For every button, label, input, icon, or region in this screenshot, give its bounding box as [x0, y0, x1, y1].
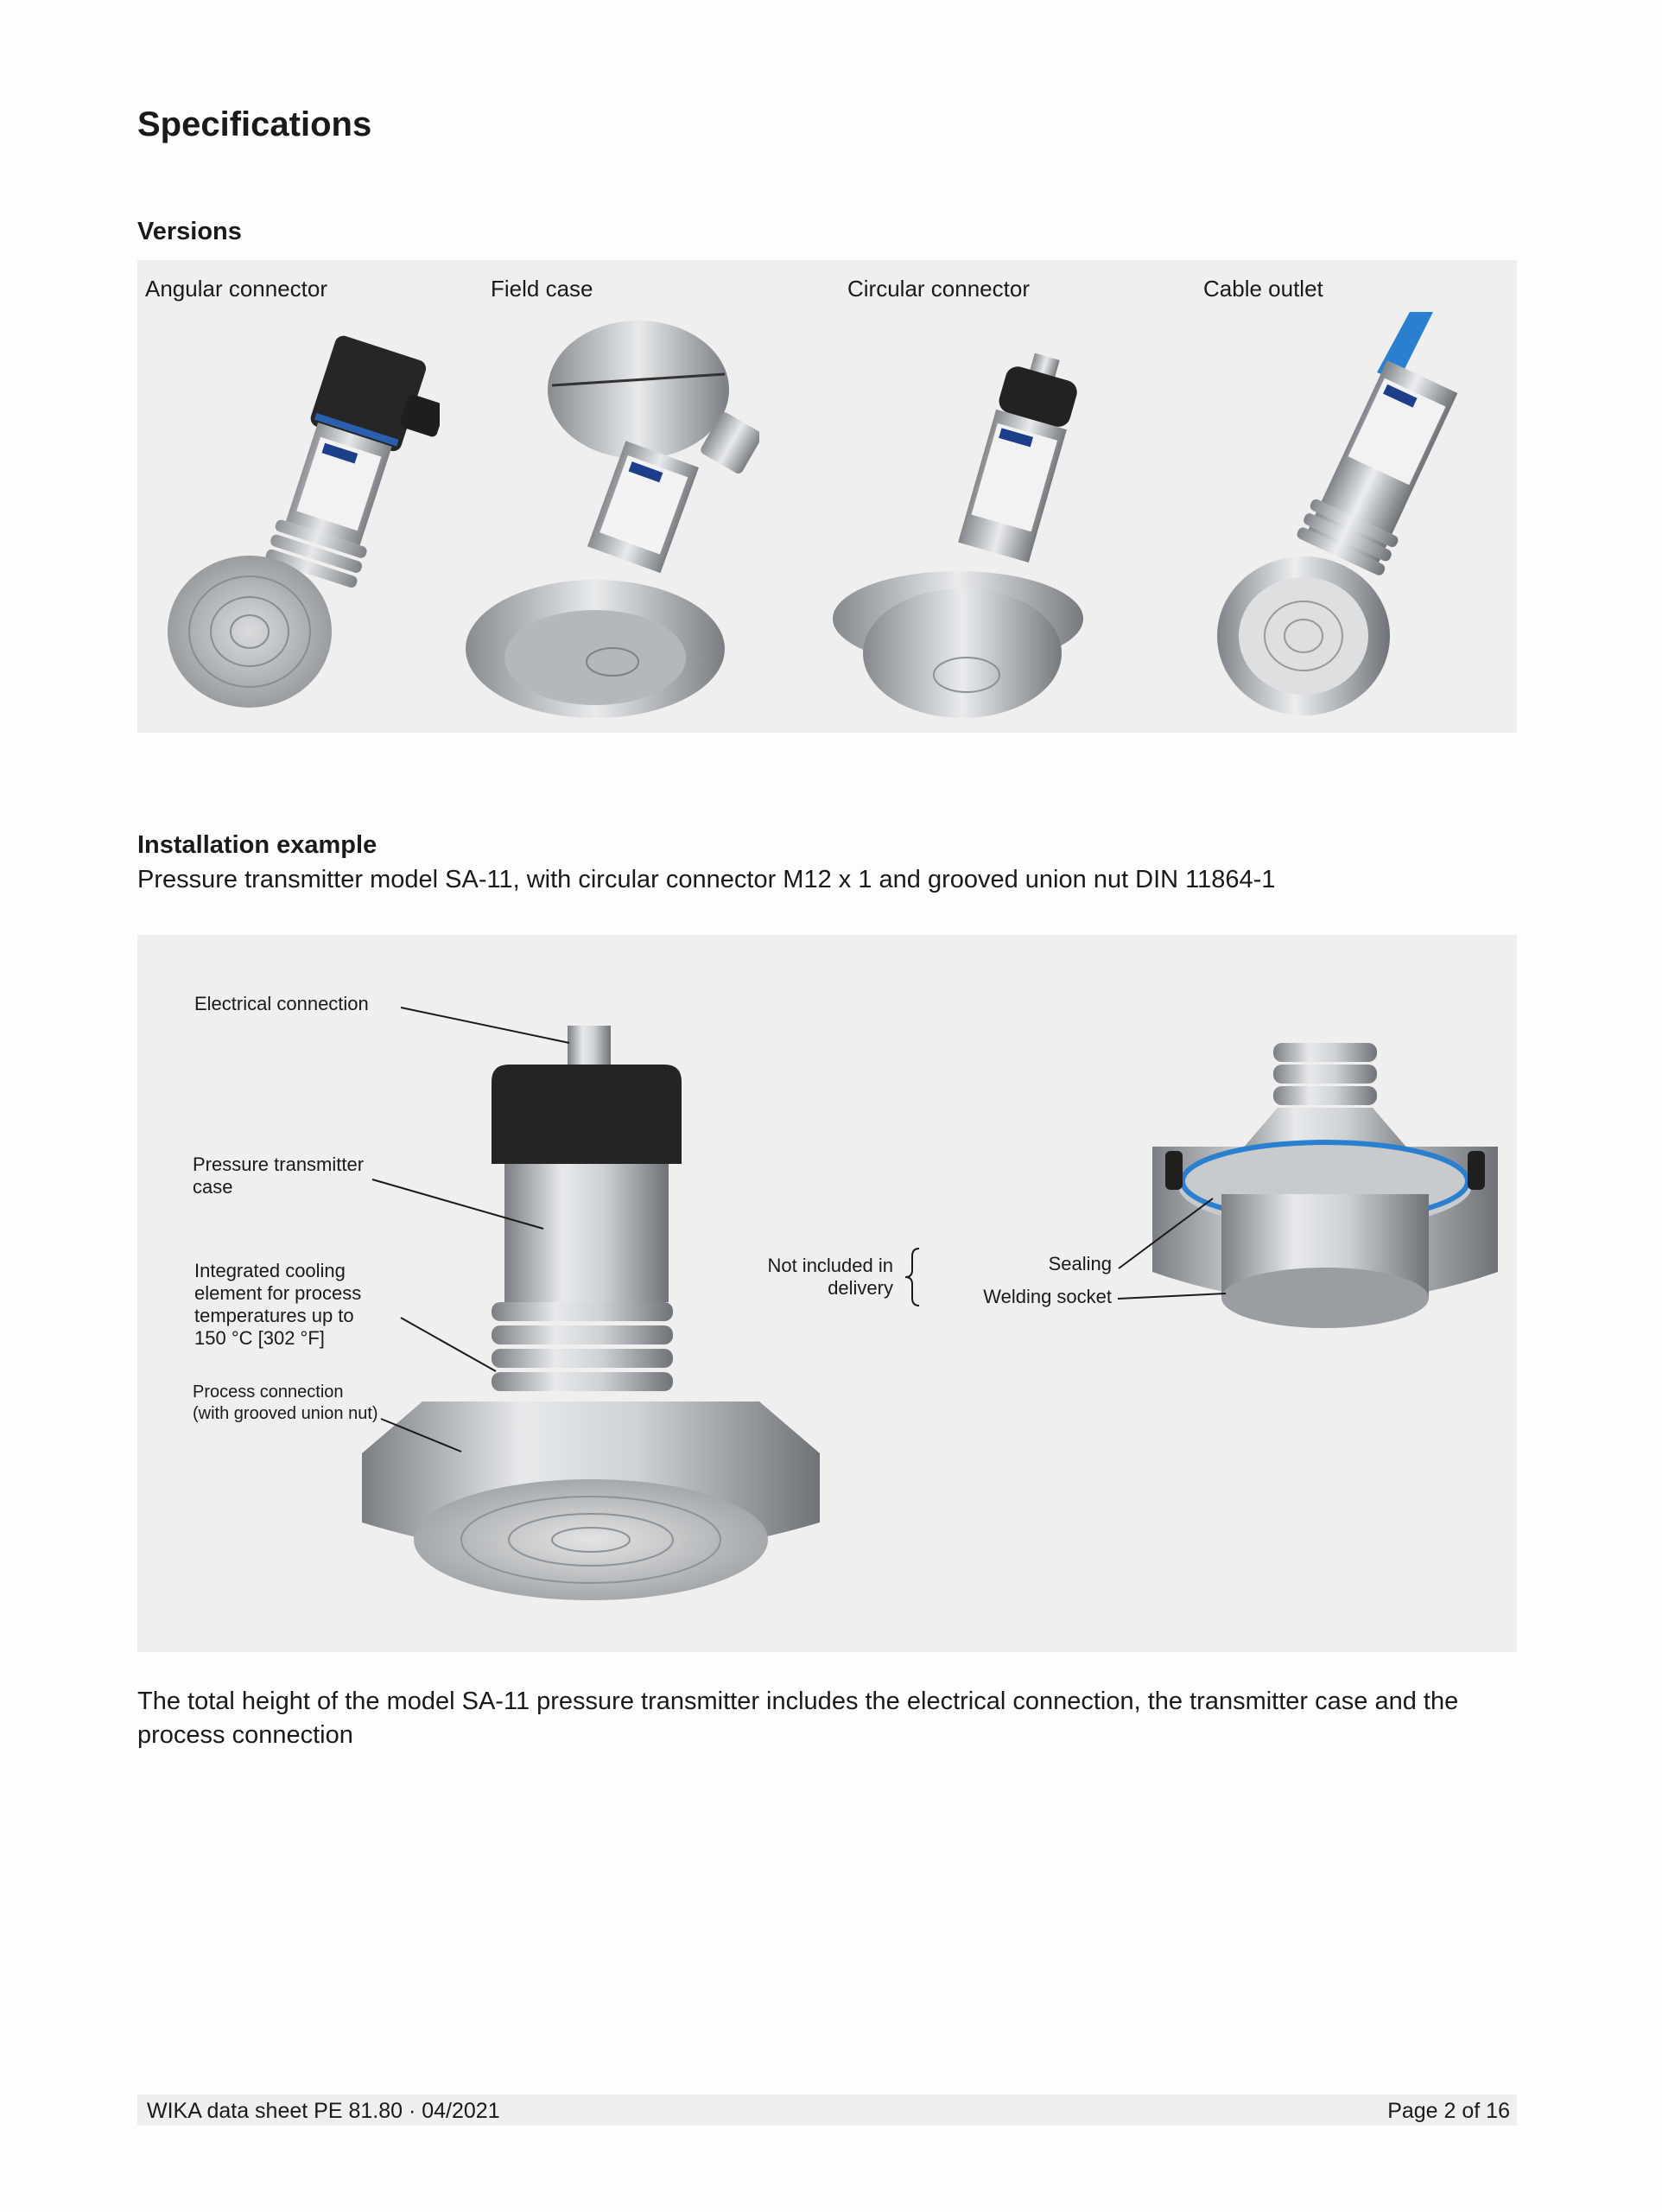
callout-electrical-connection: Electrical connection [194, 993, 369, 1014]
circular-connector-image [820, 312, 1113, 727]
callout-welding-socket: Welding socket [983, 1286, 1112, 1307]
installation-heading: Installation example [137, 831, 377, 859]
callout-cooling-element: Integrated cooling element for process temperatures up to 150 °C [302 °F] [194, 1260, 362, 1349]
footer-page-number: Page 2 of 16 [1387, 2099, 1510, 2123]
version-label-circular: Circular connector [847, 276, 1030, 302]
installation-panel [137, 935, 1517, 1652]
callout-sealing: Sealing [1048, 1253, 1112, 1274]
angular-connector-image [146, 312, 440, 727]
versions-panel [137, 260, 1517, 733]
version-label-angular: Angular connector [145, 276, 328, 302]
footer-datasheet: WIKA data sheet PE 81.80 · 04/2021 [147, 2099, 500, 2123]
versions-heading: Versions [137, 218, 242, 245]
version-label-field-case: Field case [491, 276, 593, 302]
callout-transmitter-case: Pressure transmitter case [193, 1154, 365, 1198]
cable-outlet-image [1174, 312, 1468, 727]
footer [137, 2094, 1517, 2126]
height-paragraph: The total height of the model SA-11 pressure transmitter includes the electrical connection, the transmitter case and the process connection [137, 1688, 1459, 1749]
version-label-cable: Cable outlet [1203, 276, 1323, 302]
field-case-image [466, 312, 759, 727]
callout-not-included: Not included in delivery [767, 1255, 893, 1299]
installation-subtitle: Pressure transmitter model SA-11, with circular connector M12 x 1 and grooved union nut DIN 11864-1 [137, 866, 1276, 893]
page-title: Specifications [137, 105, 372, 143]
callout-process-connection: Process connection (with grooved union nut) [193, 1382, 378, 1423]
